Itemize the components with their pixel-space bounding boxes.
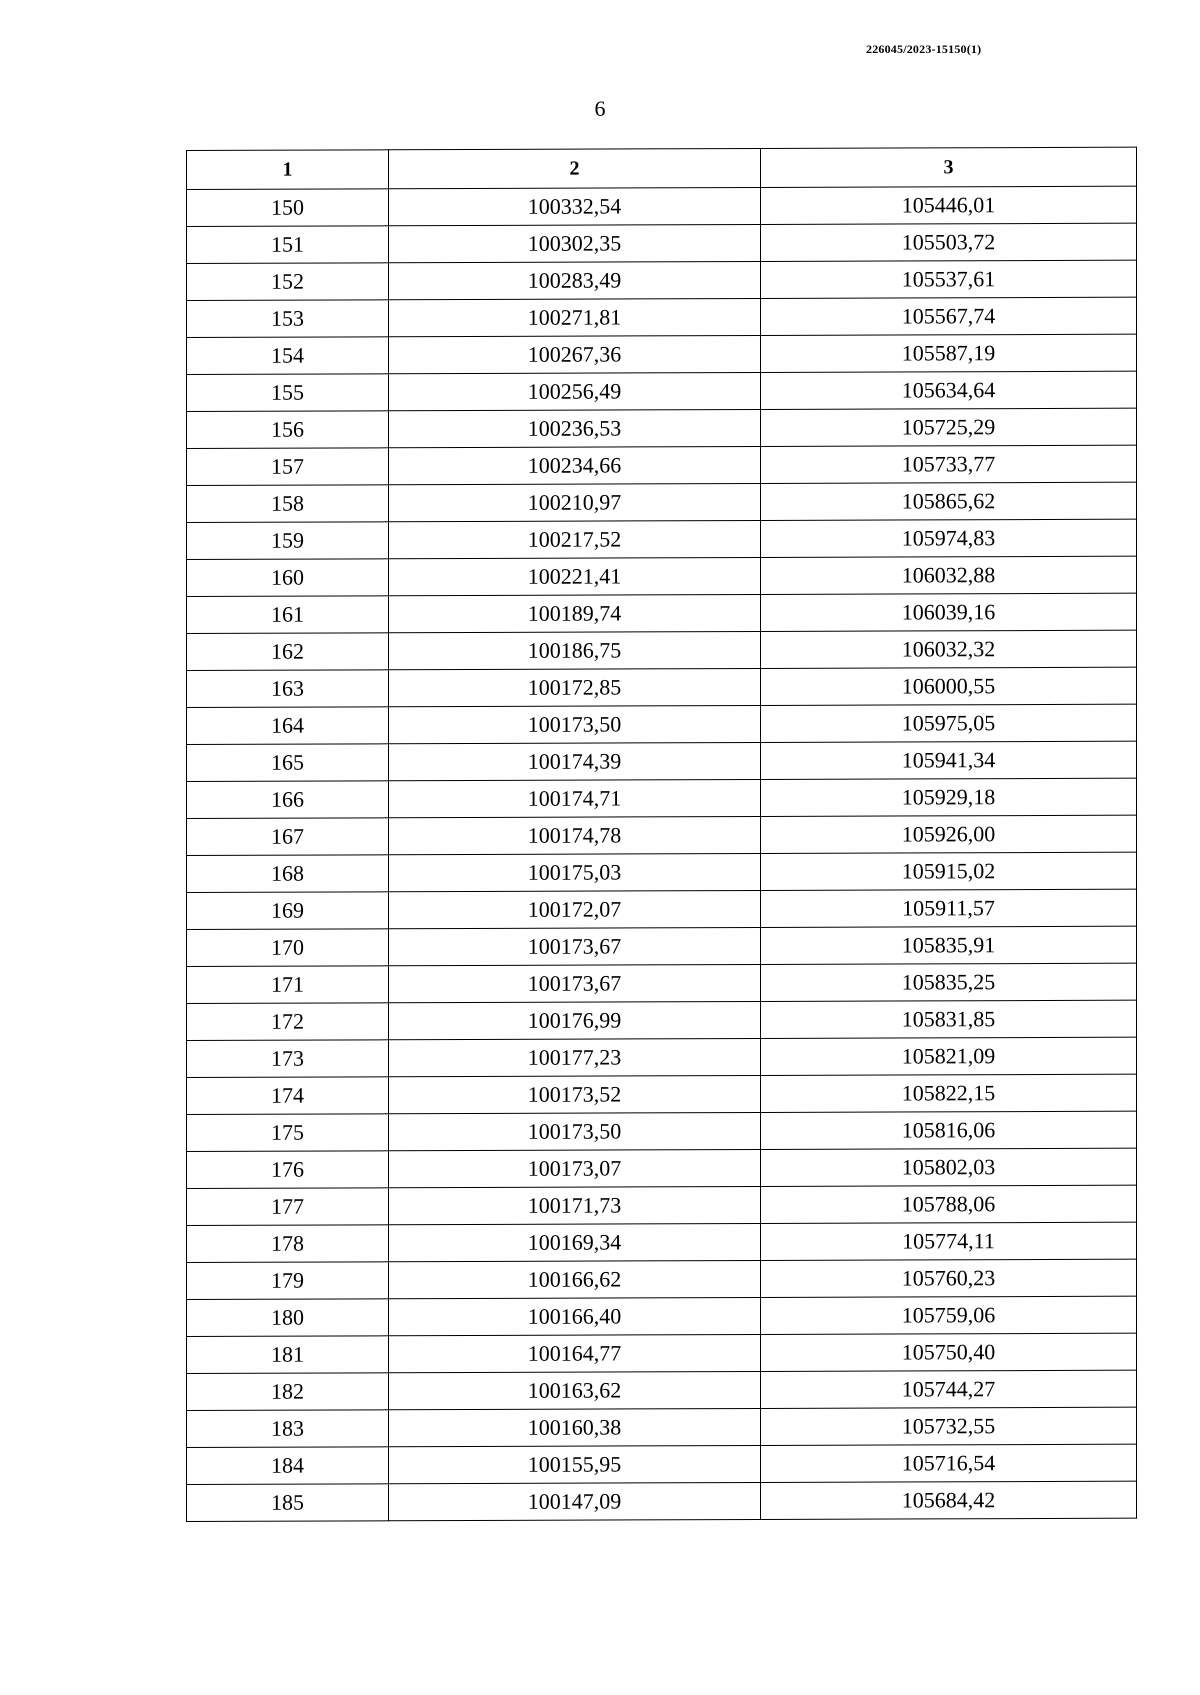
table-cell-col1: 180 [187,1299,389,1337]
table-row [187,1333,1137,1373]
table-cell-col2: 100166,40 [389,1297,761,1335]
table-cell-col3: 105788,06 [761,1185,1137,1223]
table-row [187,889,1137,929]
table-cell-col2: 100332,54 [389,187,761,225]
table-cell-col3: 105915,02 [761,852,1137,890]
table-cell-col1: 163 [187,670,389,708]
table-cell-col3: 105750,40 [761,1333,1137,1371]
page-number: 6 [594,96,606,121]
table-cell-col3: 105759,06 [761,1296,1137,1334]
table-cell-col2: 100172,85 [389,668,761,706]
table-cell-col3: 105587,19 [761,334,1137,372]
table-cell-col2: 100174,39 [389,742,761,780]
table-row [187,519,1137,559]
table-row [187,556,1137,596]
table-cell-col1: 165 [187,744,389,782]
table-cell-col3: 105835,91 [761,926,1137,964]
table-row [187,186,1137,226]
table-cell-col2: 100256,49 [389,372,761,410]
table-cell-col3: 105865,62 [761,482,1137,520]
table-cell-col3: 105816,06 [761,1111,1137,1149]
table-cell-col2: 100176,99 [389,1001,761,1039]
table-cell-col3: 105732,55 [761,1407,1137,1445]
table-cell-col3: 106000,55 [761,667,1137,705]
table-cell-col1: 157 [187,448,389,486]
table-cell-col3: 105774,11 [761,1222,1137,1260]
table-row [187,297,1137,337]
table-cell-col2: 100166,62 [389,1260,761,1298]
column-header-1: 1 [187,150,389,190]
table-header-row [187,147,1137,189]
table-cell-col2: 100171,73 [389,1186,761,1224]
table-cell-col2: 100173,67 [389,927,761,965]
table-cell-col1: 171 [187,966,389,1004]
table-cell-col3: 105733,77 [761,445,1137,483]
table-row [187,1407,1137,1447]
table-cell-col2: 100155,95 [389,1445,761,1483]
table-cell-col1: 185 [187,1484,389,1522]
table-cell-col2: 100236,53 [389,409,761,447]
coordinates-table [186,147,1137,1522]
table-body [187,186,1137,1521]
table-cell-col3: 105725,29 [761,408,1137,446]
table-cell-col2: 100175,03 [389,853,761,891]
table-cell-col3: 105821,09 [761,1037,1137,1075]
table-cell-col2: 100172,07 [389,890,761,928]
table-cell-col1: 173 [187,1040,389,1078]
table-row [187,1000,1137,1040]
table-cell-col2: 100189,74 [389,594,761,632]
table-cell-col3: 106032,88 [761,556,1137,594]
table-row [187,963,1137,1003]
table-row [187,926,1137,966]
table-cell-col3: 105634,64 [761,371,1137,409]
table-cell-col1: 183 [187,1410,389,1448]
table-row [187,741,1137,781]
table-cell-col2: 100177,23 [389,1038,761,1076]
table-cell-col3: 105831,85 [761,1000,1137,1038]
column-header-3: 3 [761,147,1137,187]
table-cell-col3: 105446,01 [761,186,1137,224]
table-row [187,1259,1137,1299]
table-row [187,593,1137,633]
table-row [187,1037,1137,1077]
table-cell-col1: 160 [187,559,389,597]
table-cell-col3: 105503,72 [761,223,1137,261]
table-cell-col1: 166 [187,781,389,819]
table-cell-col3: 105802,03 [761,1148,1137,1186]
table-cell-col3: 106032,32 [761,630,1137,668]
table-cell-col1: 158 [187,485,389,523]
table-cell-col3: 105926,00 [761,815,1137,853]
table-row [187,1444,1137,1484]
table-cell-col1: 152 [187,263,389,301]
table-cell-col1: 150 [187,189,389,227]
table-row [187,260,1137,300]
table-cell-col1: 176 [187,1151,389,1189]
table-cell-col1: 179 [187,1262,389,1300]
table-cell-col1: 154 [187,337,389,375]
table-cell-col2: 100173,50 [389,1112,761,1150]
table-cell-col2: 100186,75 [389,631,761,669]
table-cell-col3: 105822,15 [761,1074,1137,1112]
table-row [187,852,1137,892]
table-cell-col2: 100169,34 [389,1223,761,1261]
table-cell-col3: 105835,25 [761,963,1137,1001]
table-row [187,408,1137,448]
table-cell-col2: 100173,67 [389,964,761,1002]
table-cell-col3: 105929,18 [761,778,1137,816]
table-cell-col2: 100174,71 [389,779,761,817]
table-row [187,1481,1137,1521]
table-row [187,778,1137,818]
table-cell-col1: 161 [187,596,389,634]
table-cell-col3: 105684,42 [761,1481,1137,1519]
table-cell-col3: 105974,83 [761,519,1137,557]
table-cell-col2: 100271,81 [389,298,761,336]
table-cell-col2: 100163,62 [389,1371,761,1409]
table-cell-col1: 159 [187,522,389,560]
table-cell-col2: 100283,49 [389,261,761,299]
table-cell-col2: 100234,66 [389,446,761,484]
table-cell-col1: 155 [187,374,389,412]
table-cell-col2: 100221,41 [389,557,761,595]
table-cell-col2: 100160,38 [389,1408,761,1446]
table-cell-col2: 100147,09 [389,1482,761,1520]
table-row [187,445,1137,485]
table-row [187,1222,1137,1262]
table-cell-col3: 105537,61 [761,260,1137,298]
table-row [187,482,1137,522]
table-cell-col1: 170 [187,929,389,967]
table-cell-col1: 167 [187,818,389,856]
table-row [187,1074,1137,1114]
table-cell-col1: 164 [187,707,389,745]
table-cell-col1: 181 [187,1336,389,1374]
table-cell-col2: 100173,50 [389,705,761,743]
table-cell-col3: 105760,23 [761,1259,1137,1297]
table-cell-col1: 151 [187,226,389,264]
table-cell-col1: 168 [187,855,389,893]
table-row [187,704,1137,744]
table-row [187,667,1137,707]
table-row [187,1370,1137,1410]
table-cell-col2: 100302,35 [389,224,761,262]
table-row [187,1148,1137,1188]
table-cell-col1: 177 [187,1188,389,1226]
table-cell-col3: 105975,05 [761,704,1137,742]
table-cell-col2: 100210,97 [389,483,761,521]
table-cell-col1: 182 [187,1373,389,1411]
table-row [187,1296,1137,1336]
table-cell-col1: 172 [187,1003,389,1041]
table-cell-col1: 162 [187,633,389,671]
table-cell-col1: 184 [187,1447,389,1485]
table-row [187,1185,1137,1225]
table-row [187,1111,1137,1151]
table-cell-col1: 153 [187,300,389,338]
column-header-2: 2 [389,148,761,188]
table-cell-col1: 156 [187,411,389,449]
table-cell-col3: 105744,27 [761,1370,1137,1408]
document-id: 226045/2023-15150(1) [866,42,982,56]
table-row [187,223,1137,263]
table-row [187,630,1137,670]
table-cell-col1: 178 [187,1225,389,1263]
table-row [187,815,1137,855]
table-cell-col1: 169 [187,892,389,930]
table-cell-col2: 100173,07 [389,1149,761,1187]
table-cell-col1: 175 [187,1114,389,1152]
table-cell-col2: 100164,77 [389,1334,761,1372]
table-cell-col2: 100267,36 [389,335,761,373]
table-cell-col1: 174 [187,1077,389,1115]
table-cell-col2: 100174,78 [389,816,761,854]
table-row [187,334,1137,374]
table-cell-col3: 106039,16 [761,593,1137,631]
table-cell-col3: 105567,74 [761,297,1137,335]
table-cell-col3: 105941,34 [761,741,1137,779]
table-row [187,371,1137,411]
table-cell-col2: 100217,52 [389,520,761,558]
table-cell-col2: 100173,52 [389,1075,761,1113]
table-cell-col3: 105716,54 [761,1444,1137,1482]
table-cell-col3: 105911,57 [761,889,1137,927]
